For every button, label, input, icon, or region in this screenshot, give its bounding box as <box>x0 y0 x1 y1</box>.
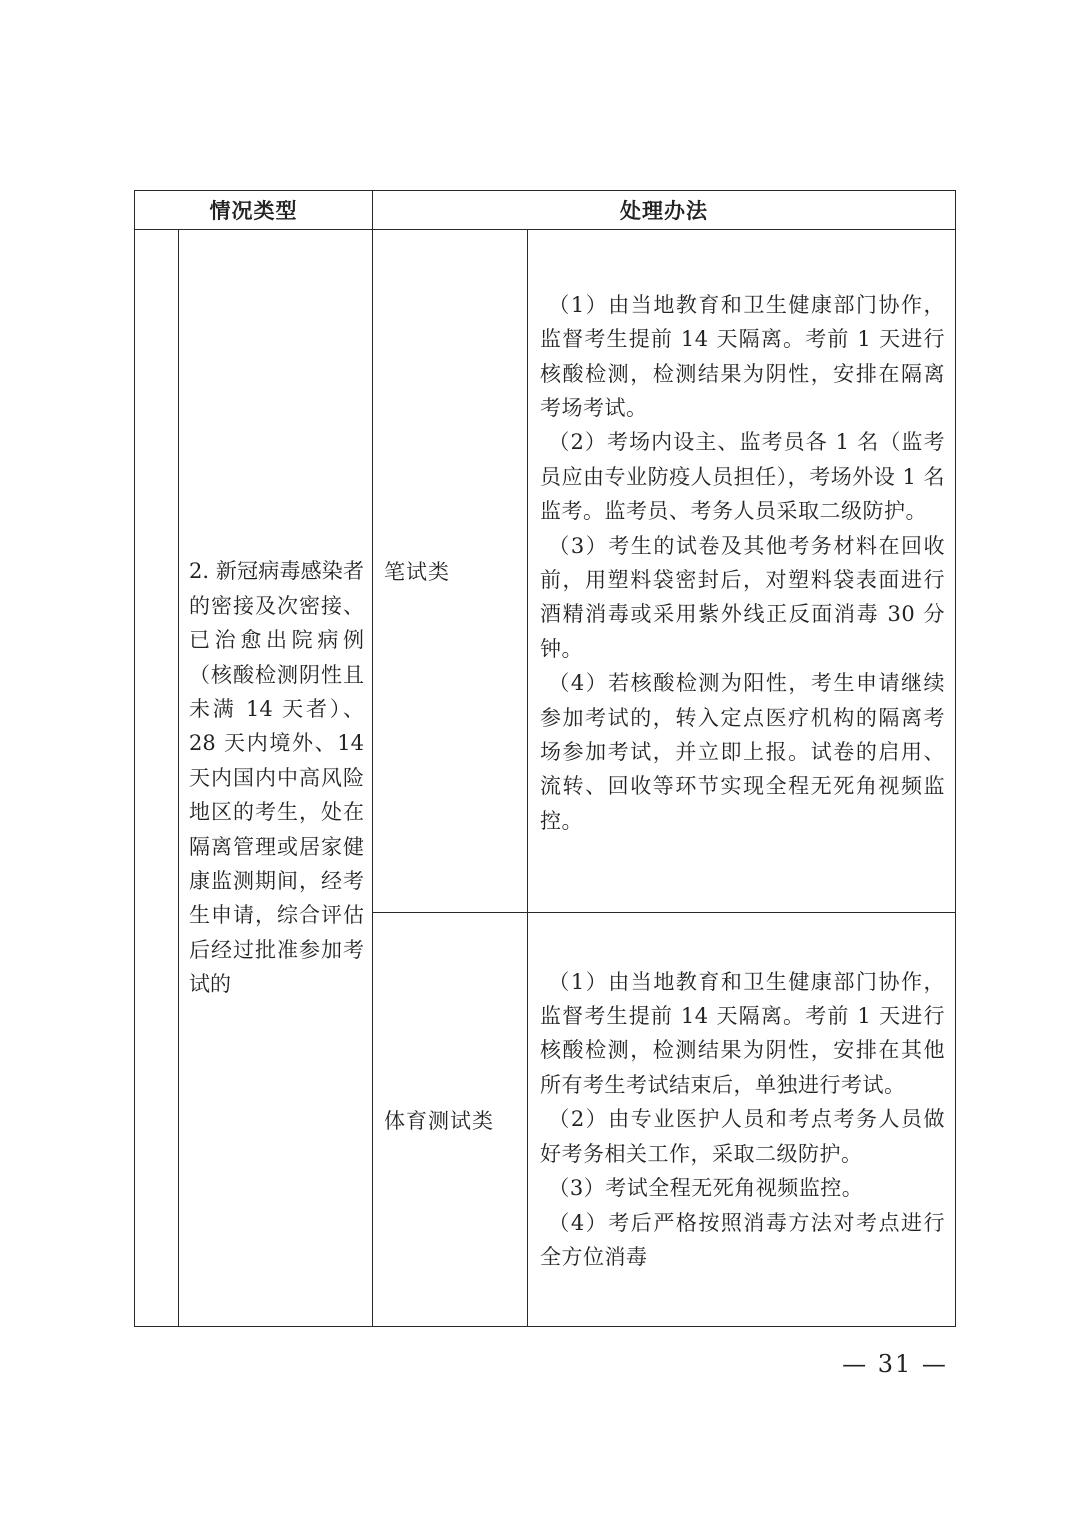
header-situation-type: 情况类型 <box>135 191 373 230</box>
table-header-row <box>135 191 956 230</box>
header-handling-method: 处理办法 <box>373 191 956 230</box>
category-written-exam: 笔试类 <box>373 230 528 913</box>
measures-written-exam <box>528 230 956 913</box>
measures-pe-test <box>528 913 956 1327</box>
situation-case-cell: 2. 新冠病毒感染者的密接及次密接、已治愈出院病例（核酸检测阴性且未满 14 天者）、28 天内境外、14 天内国内中高风险地区的考生，处在隔离管理或居家健康监测期间，经考生申请，综合评估后经过批准参加考试的 <box>179 230 373 1327</box>
measure-item: （1）由当地教育和卫生健康部门协作，监督考生提前 14 天隔离。考前 1 天进行核酸检测，检测结果为阴性，安排在隔离考场考试。 <box>540 292 945 420</box>
measure-item: （3）考生的试卷及其他考务材料在回收前，用塑料袋密封后，对塑料袋表面进行酒精消毒或采用紫外线正反面消毒 30 分钟。 <box>540 533 945 661</box>
blank-category-cell <box>135 230 179 1327</box>
measure-item: （4）考后严格按照消毒方法对考点进行全方位消毒 <box>540 1210 945 1269</box>
measure-item: （2）考场内设主、监考员各 1 名（监考员应由专业防疫人员担任），考场外设 1 名监考。监考员、考务人员采取二级防护。 <box>540 430 945 524</box>
page-number: — 31 — <box>842 1350 948 1378</box>
measure-item: （2）由专业医护人员和考点考务人员做好考务相关工作，采取二级防护。 <box>540 1107 945 1166</box>
measures-table <box>134 190 956 1327</box>
table-row <box>135 230 956 913</box>
category-pe-test: 体育测试类 <box>373 913 528 1327</box>
measure-item: （1）由当地教育和卫生健康部门协作，监督考生提前 14 天隔离。考前 1 天进行核酸检测，检测结果为阴性，安排在其他所有考生考试结束后，单独进行考试。 <box>540 969 945 1097</box>
measure-item: （3）考试全程无死角视频监控。 <box>548 1176 864 1201</box>
measure-item: （4）若核酸检测为阳性，考生申请继续参加考试的，转入定点医疗机构的隔离考场参加考试，并立即上报。试卷的启用、流转、回收等环节实现全程无死角视频监控。 <box>540 671 945 833</box>
